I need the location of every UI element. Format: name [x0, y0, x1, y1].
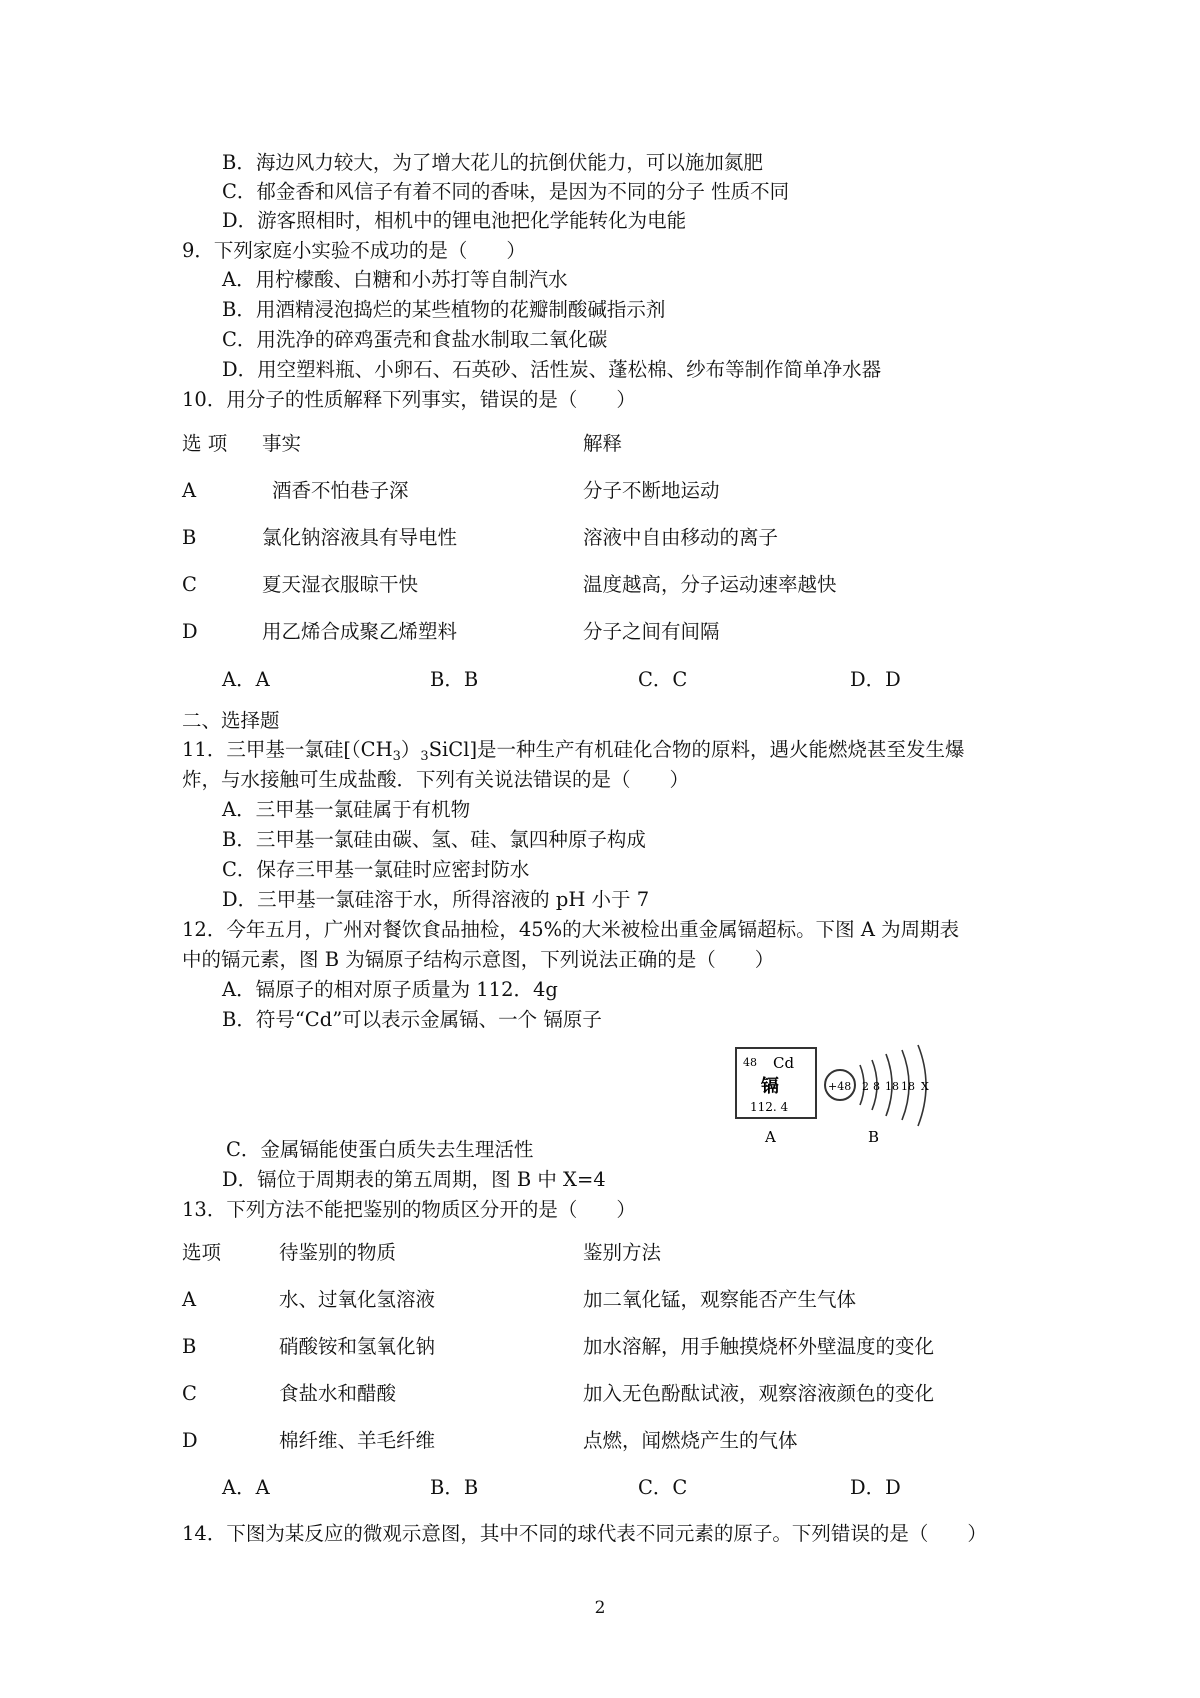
q10-header-option: 选 项: [182, 432, 228, 455]
q9-option-d: D．用空塑料瓶、小卵石、石英砂、活性炭、蓬松棉、纱布等制作简单净水器: [222, 358, 882, 381]
q10-answer-b: B．B: [430, 668, 479, 691]
q14-stem: 14．下图为某反应的微观示意图，其中不同的球代表不同元素的原子。下列错误的是（ ）: [182, 1522, 987, 1545]
table-row-method: 加入无色酚酞试液，观察溶液颜色的变化: [583, 1382, 935, 1405]
table-row-explain: 分子之间有间隔: [583, 620, 720, 643]
table-row-explain: 温度越高，分子运动速率越快: [583, 573, 837, 596]
table-row-explain: 分子不断地运动: [583, 479, 720, 502]
q11-stem-part3: SiCl]是一种生产有机硅化合物的原料，遇火能燃烧甚至发生爆: [428, 738, 965, 761]
atomic-mass: 112. 4: [750, 1100, 789, 1114]
table-row-label: D: [182, 620, 198, 643]
table-row-method: 加水溶解，用手触摸烧杯外壁温度的变化: [583, 1335, 935, 1358]
table-row-substance: 食盐水和醋酸: [279, 1382, 397, 1405]
atomic-number: 48: [743, 1056, 757, 1069]
q11-option-c: C．保存三甲基一氯硅时应密封防水: [222, 858, 530, 881]
q13-answer-c: C．C: [638, 1476, 688, 1499]
shell-count-1: 2: [862, 1080, 869, 1093]
q9-option-b: B．用酒精浸泡捣烂的某些植物的花瓣制酸碱指示剂: [222, 298, 666, 321]
q11-stem-part1: 11．三甲基一氯硅[（CH: [182, 738, 393, 761]
page-number: 2: [594, 1598, 606, 1618]
q8-option-d: D．游客照相时，相机中的锂电池把化学能转化为电能: [222, 209, 687, 232]
q11-option-a: A．三甲基一氯硅属于有机物: [222, 798, 471, 821]
table-row-substance: 硝酸铵和氢氧化钠: [279, 1335, 436, 1358]
table-row-label: B: [182, 1335, 197, 1358]
q12-option-c: C．金属镉能使蛋白质失去生理活性: [226, 1138, 534, 1161]
table-row-label: C: [182, 1382, 197, 1405]
q11-stem-line1: [182, 737, 965, 770]
q11-subscript-2: 3: [420, 749, 429, 764]
q10-header-explain: 解释: [583, 432, 623, 455]
shell-count-3: 18: [885, 1080, 899, 1093]
q9-option-a: A．用柠檬酸、白糖和小苏打等自制汽水: [222, 268, 568, 291]
section-title: 二、选择题: [182, 709, 280, 732]
table-row-substance: 棉纤维、羊毛纤维: [279, 1429, 436, 1452]
q13-header-substance: 待鉴别的物质: [279, 1241, 397, 1264]
q12-stem-line2: 中的镉元素，图 B 为镉原子结构示意图，下列说法正确的是（ ）: [182, 948, 775, 971]
table-row-method: 加二氧化锰，观察能否产生气体: [583, 1288, 857, 1311]
table-row-label: A: [182, 479, 197, 502]
q10-header-fact: 事实: [262, 432, 302, 455]
q11-option-d: D．三甲基一氯硅溶于水，所得溶液的 pH 小于 7: [222, 888, 650, 911]
element-name: 镉: [761, 1076, 779, 1097]
table-row-label: A: [182, 1288, 197, 1311]
table-row-fact: 氯化钠溶液具有导电性: [262, 526, 458, 549]
q11-option-b: B．三甲基一氯硅由碳、氢、硅、氯四种原子构成: [222, 828, 646, 851]
q10-answer-c: C．C: [638, 668, 688, 691]
nucleus-charge: +48: [828, 1080, 852, 1093]
q13-answer-a: A．A: [222, 1476, 270, 1499]
q10-answer-d: D．D: [850, 668, 901, 691]
table-row-label: C: [182, 573, 197, 596]
q9-option-c: C．用洗净的碎鸡蛋壳和食盐水制取二氧化碳: [222, 328, 608, 351]
table-row-substance: 水、过氧化氢溶液: [279, 1288, 436, 1311]
q13-answer-b: B．B: [430, 1476, 479, 1499]
q13-header-option: 选项: [182, 1241, 222, 1264]
table-row-label: D: [182, 1429, 198, 1452]
cadmium-figure: [728, 1040, 938, 1152]
table-row-fact: 夏天湿衣服晾干快: [262, 573, 419, 596]
q12-stem-line1: 12．今年五月，广州对餐饮食品抽检，45%的大米被检出重金属镉超标。下图 A 为周期表: [182, 918, 960, 941]
q12-option-a: A．镉原子的相对原子质量为 112．4g: [222, 978, 558, 1001]
q11-stem-line2: 炸，与水接触可生成盐酸．下列有关说法错误的是（ ）: [182, 768, 690, 791]
q13-answer-d: D．D: [850, 1476, 901, 1499]
q12-option-d: D．镉位于周期表的第五周期，图 B 中 X=4: [222, 1168, 606, 1191]
figure-label-b: B: [868, 1128, 880, 1146]
q11-stem-part2: ）: [400, 738, 421, 761]
q8-option-b: B．海边风力较大，为了增大花儿的抗倒伏能力，可以施加氮肥: [222, 151, 763, 174]
q10-answer-a: A．A: [222, 668, 270, 691]
element-symbol: Cd: [773, 1054, 795, 1072]
shell-count-5: X: [921, 1080, 929, 1093]
q8-option-c: C．郁金香和风信子有着不同的香味，是因为不同的分子 性质不同: [222, 180, 790, 203]
figure-label-a: A: [765, 1128, 776, 1146]
table-row-fact: 用乙烯合成聚乙烯塑料: [262, 620, 458, 643]
q12-option-b: B．符号“Cd”可以表示金属镉、一个 镉原子: [222, 1008, 602, 1031]
shell-count-2: 8: [873, 1080, 880, 1093]
table-row-label: B: [182, 526, 197, 549]
shell-count-4: 18: [901, 1080, 915, 1093]
table-row-method: 点燃，闻燃烧产生的气体: [583, 1429, 798, 1452]
q10-stem: 10．用分子的性质解释下列事实，错误的是（ ）: [182, 388, 636, 411]
q9-stem: 9．下列家庭小实验不成功的是（ ）: [182, 239, 526, 262]
table-row-fact: 酒香不怕巷子深: [272, 479, 409, 502]
q13-stem: 13．下列方法不能把鉴别的物质区分开的是（ ）: [182, 1198, 636, 1221]
q13-header-method: 鉴别方法: [583, 1241, 662, 1264]
q11-subscript: 3: [392, 749, 401, 764]
table-row-explain: 溶液中自由移动的离子: [583, 526, 779, 549]
